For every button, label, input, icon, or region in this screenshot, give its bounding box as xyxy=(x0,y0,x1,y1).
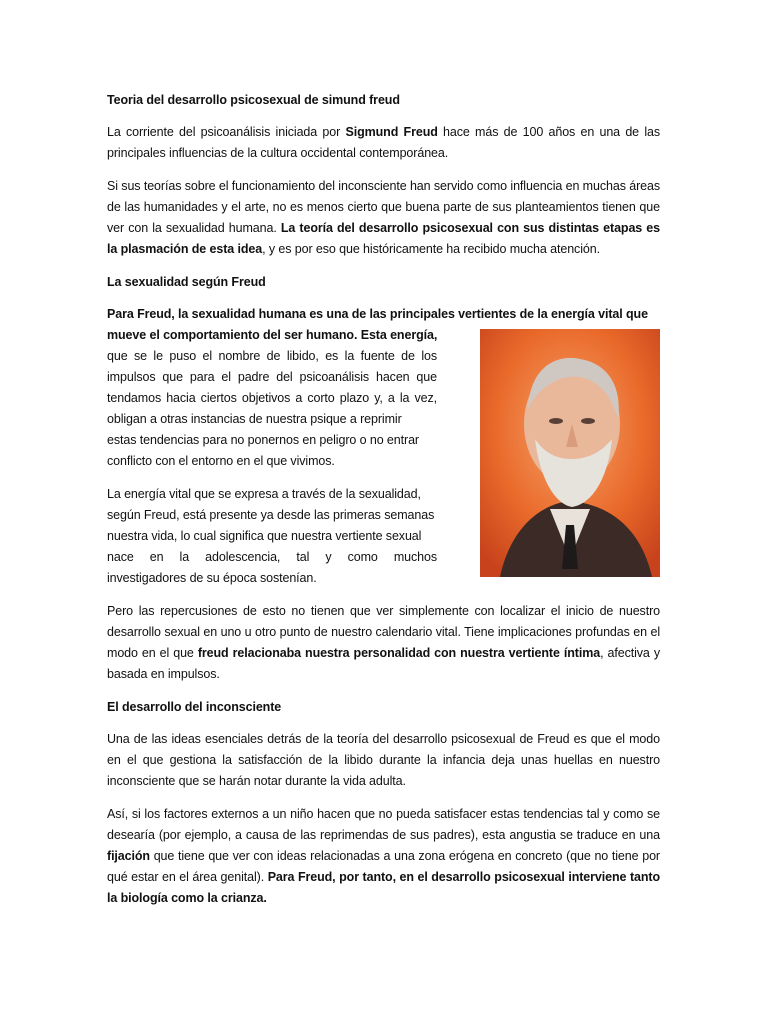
bold-text-run: Sigmund Freud xyxy=(345,125,438,139)
text-run: La corriente del psicoanálisis iniciada por xyxy=(107,125,346,139)
text-run: , afectiva y basada en impulsos. xyxy=(107,646,660,681)
paragraph-fijacion xyxy=(107,804,660,909)
line-row: conflicto con el entorno en el que vivimos. xyxy=(107,454,335,468)
text-run: que tiene que ver con ideas relacionadas a una zona erógena en concreto (que no tiene por qué estar en el área genital). xyxy=(107,849,660,884)
bold-text-run: mueve el comportamiento del ser humano. Esta energía, xyxy=(107,328,438,342)
text-run: , y es por eso que históricamente ha recibido mucha atención. xyxy=(262,242,600,256)
section-heading-inconsciente: El desarrollo del inconsciente xyxy=(107,700,282,714)
paragraph-libido: que se le puso el nombre de libido, es la fuente de los impulsos que para el padre del psicoanálisis hacen que tendamos hacia ciertos objetivos a corto plazo y, a la vez, obligan a otras instancias de nuestra psique a reprimir xyxy=(107,349,437,426)
portrait-eye-right xyxy=(581,418,595,424)
text-run: estas tendencias para no ponernos en peligro o no entrar xyxy=(107,433,419,447)
line-row: investigadores de su época sostenían. xyxy=(107,571,317,585)
paragraph-energia-line1 xyxy=(107,304,660,325)
bold-text-run: La teoría del desarrollo psicosexual con sus distintas etapas es la plasmación de esta idea xyxy=(107,221,660,256)
paragraph-intro xyxy=(107,122,660,164)
paragraph-repercusiones xyxy=(107,601,660,685)
bold-text-run: Para Freud, la sexualidad humana es una de las principales vertientes de la energía vital que xyxy=(107,307,648,321)
bold-text-run: fijación xyxy=(107,849,150,863)
bold-text-run: freud relacionaba nuestra personalidad con nuestra vertiente íntima xyxy=(197,646,601,660)
paragraph-ideas: Una de las ideas esenciales detrás de la teoría del desarrollo psicosexual de Freud es que el modo en el que gestiona la satisfacción de la libido durante la infancia deja unas huellas en nuestro inconsciente que se harán notar durante la vida adulta. xyxy=(107,732,660,788)
text-run: Así, si los factores externos a un niño hacen que no pueda satisfacer estas tendencias tal y como se desearía (por ejemplo, a causa de las reprimendas de sus padres), esta angustia se traduce en una xyxy=(107,807,660,842)
line-row: nace en la adolescencia, tal y como muchos xyxy=(107,550,437,564)
section-heading-sexualidad: La sexualidad según Freud xyxy=(107,275,266,289)
portrait-eye-left xyxy=(549,418,563,424)
text-run: Pero las repercusiones de esto no tienen que ver simplemente con localizar el inicio de nuestro desarrollo sexual en uno u otro punto de nuestro calendario vital. Tiene implicaciones profundas en el modo en el que xyxy=(107,604,660,660)
image-wrap-block xyxy=(107,304,660,589)
wrap-region xyxy=(107,325,660,589)
text-run: Si sus teorías sobre el funcionamiento del inconsciente han servido como influencia en muchas áreas de las humanidades y el arte, no es menos cierto que buena parte de sus planteamientos tienen que ver con la sexualidad humana. xyxy=(107,179,660,235)
text-run: hace más de 100 años en una de las principales influencias de la cultura occidental contemporánea. xyxy=(107,125,660,160)
line-row: La energía vital que se expresa a través de la sexualidad, xyxy=(107,487,421,501)
document-body xyxy=(107,90,660,921)
paragraph-theories xyxy=(107,176,660,260)
text-run: según Freud, está presente ya desde las primeras semanas xyxy=(107,508,435,522)
document-title: Teoria del desarrollo psicosexual de simund freud xyxy=(107,93,400,107)
freud-portrait-image xyxy=(480,329,660,577)
wrap-left-column xyxy=(107,346,437,430)
bold-text-run: Para Freud, por tanto, en el desarrollo psicosexual interviene tanto la biología como la crianza. xyxy=(107,870,660,905)
text-run: nuestra vida, lo cual significa que nuestra vertiente sexual xyxy=(107,529,422,543)
